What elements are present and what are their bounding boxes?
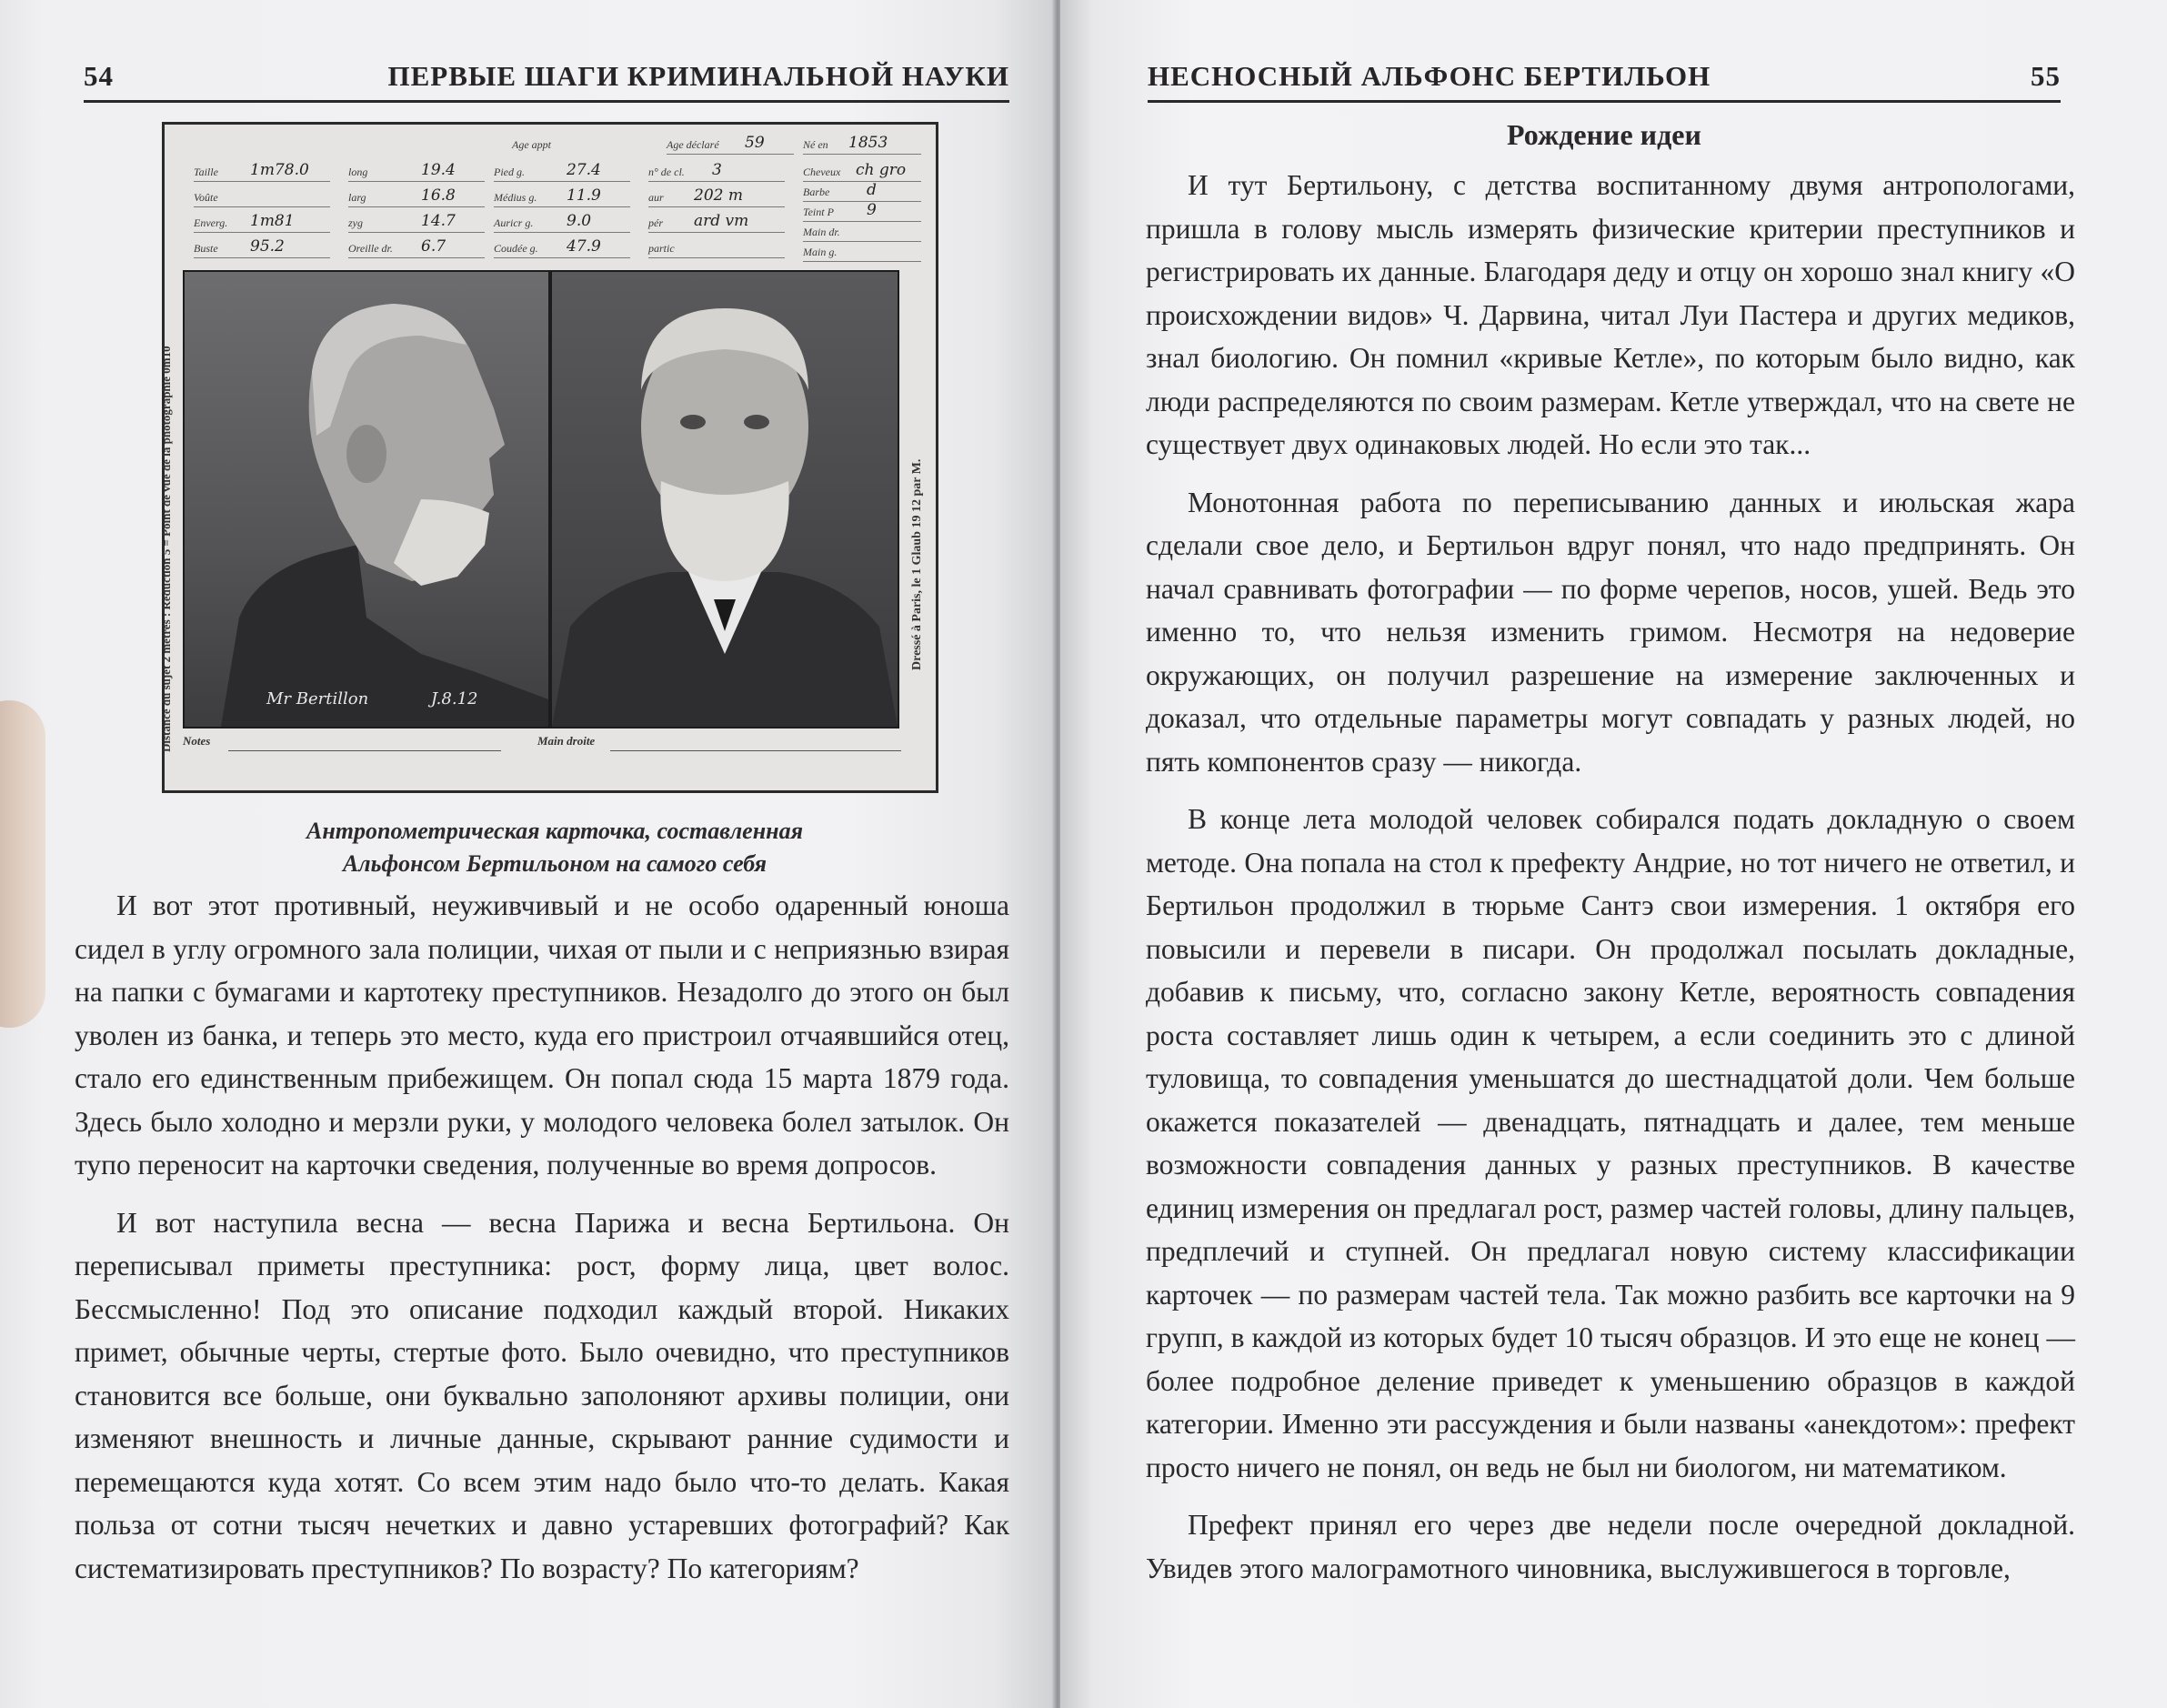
- card-field-value: 202 m: [694, 186, 743, 205]
- card-field-value: 16.8: [421, 186, 456, 205]
- card-field-value: 1m78.0: [250, 161, 309, 179]
- card-field-value: 19.4: [421, 161, 456, 179]
- card-ne-en-label: Né en: [803, 138, 828, 151]
- card-field-label: n° de cl.: [648, 166, 685, 178]
- card-field-value: 3: [712, 161, 722, 179]
- card-field-label: zyg: [348, 216, 363, 229]
- card-field-label: Médius g.: [494, 191, 537, 204]
- card-notes-label: Notes: [183, 734, 211, 748]
- card-field-label: Voûte: [194, 191, 218, 204]
- right-running-head: [1148, 60, 2061, 103]
- right-page-number: 55: [2031, 60, 2061, 92]
- card-age-decl-value: 59: [745, 134, 765, 152]
- card-main-droite-label: Main droite: [537, 734, 596, 748]
- card-field-label: Taille: [194, 166, 218, 178]
- card-side-caption: Distance du sujet 2 mètres : Réduction 5 = Point de vue de la photographie 0m10: [159, 346, 173, 752]
- caption-line-2: Альфонсом Бертильоном на самого себя: [342, 850, 767, 877]
- card-field-label: Buste: [194, 242, 218, 255]
- card-field-value: 11.9: [567, 186, 601, 205]
- card-field-value: 27.4: [567, 161, 601, 179]
- notes-line: [228, 750, 501, 751]
- card-field-value: 47.9: [567, 237, 601, 256]
- paragraph: И вот наступила весна — весна Парижа и весна Бертильона. Он переписывал приметы преступника: рост, форму лица, цвет волос. Бессмысленно! Под это описание подходил каждый второй. Никаких примет, обычные черты, стертые фото. Было очевидно, что преступников становится все больше, они буквально заполоняют архивы полиции, они изменяют внешность и личные данные, скрывают ранние судимости и перемещаются куда хотят. Со всем этим надо было что-то делать. Какая польза от сотни тысяч нечетких и давно устаревших фотографий? Как систематизировать преступников? По возрасту? По категориям?: [75, 1206, 1009, 1584]
- card-field-value: ch gro: [856, 161, 907, 179]
- signature-text: Mr Bertillon: [266, 689, 369, 708]
- section-title: Рождение идеи: [1507, 118, 1701, 151]
- left-body-text: [75, 884, 1009, 1590]
- card-age-app-label: Age appt: [512, 138, 551, 151]
- card-field-value: 9: [867, 201, 877, 219]
- card-ne-en-value: 1853: [848, 134, 888, 152]
- paragraph: И тут Бертильону, с детства воспитанному двумя антропологами, пришла в голову мысль измерять физические критерии преступников и регистрировать их данные. Благодаря деду и отцу он хорошо знал книгу «О происхождении видов» Ч. Дарвина, читал Луи Пастера и других медиков, знал биологию. Он помнил «кривые Кетле», по которым было видно, как люди распределяются по своим размерам. Кетле утверждал, что на свете не существует двух одинаковых людей. Но если это так...: [1146, 169, 2075, 460]
- card-dresse-text: Dressé à Paris, le 1 Glaub 19 12 par M.: [910, 458, 924, 670]
- card-field-label: Teint P: [803, 206, 834, 218]
- card-notes-row: [183, 725, 901, 761]
- card-age-decl-label: Age déclaré: [667, 138, 719, 151]
- paragraph: Префект принял его через две недели после очередной докладной. Увидев этого малограмотного чиновника, выслужившегося в торговле,: [1146, 1509, 2075, 1584]
- card-field-label: long: [348, 166, 368, 178]
- card-field-label: Oreille dr.: [348, 242, 393, 255]
- thumb-shadow: [0, 700, 45, 1028]
- left-running-title: ПЕРВЫЕ ШАГИ КРИМИНАЛЬНОЙ НАУКИ: [387, 60, 1009, 92]
- card-field-label: Coudée g.: [494, 242, 538, 255]
- main-droite-line: [610, 750, 901, 751]
- frontal-photo: [550, 270, 899, 728]
- right-body-text: [1146, 164, 2075, 1590]
- signature-date: J.8.12: [430, 689, 478, 708]
- left-page: [0, 0, 1057, 1708]
- caption-line-1: Антропометрическая карточка, составленная: [306, 818, 803, 844]
- paragraph: И вот этот противный, неуживчивый и не особо одаренный юноша сидел в углу огромного зала полиции, чихая от пыли и с неприязнью взирая на папки с бумагами и картотеку преступников. Незадолго до этого он был уволен из банка, и теперь это место, куда его пристроил отчаявшийся отец, стало его единственным прибежищем. Он попал сюда 15 марта 1879 года. Здесь было холодно и мерзли руки, у молодого человека болел затылок. Он тупо переносит на карточки сведения, полученные во время допросов.: [75, 889, 1009, 1181]
- card-field-value: 6.7: [421, 237, 446, 256]
- right-page: [1060, 0, 2167, 1708]
- card-field-label: aur: [648, 191, 664, 204]
- card-field-label: Barbe: [803, 186, 830, 198]
- anthropometric-card: [159, 122, 938, 793]
- card-field-value: 95.2: [250, 237, 285, 256]
- paragraph: Монотонная работа по переписыванию данных и июльская жара сделали свое дело, и Бертильон вдруг понял, что надо предпринять. Он начал сравнивать фотографии — по форме черепов, носов, ушей. Ведь это именно то, что нельзя изменить гримом. Несмотря на недоверие окружающих, он получил разрешение на измерение заключенных и доказал, что отдельные параметры могут совпадать у разных людей, но пять компонентов сразу — никогда.: [1146, 486, 2075, 778]
- card-field-label: Cheveux: [803, 166, 841, 178]
- left-running-head: [84, 60, 1009, 103]
- paragraph: В конце лета молодой человек собирался подать докладную о своем методе. Она попала на стол к префекту Андрие, но тот ничего не ответил, и Бертильон продолжил в тюрьме Сантэ свои измерения. 1 октября его повысили и перевели в писари. Он продолжал посылать докладные, добавив к письму, что, согласно закону Кетле, вероятность совпадения роста составляет лишь один к четырем, а если соединить это с длиной туловища, то совпадения уменьшатся до шестнадцатой доли. Чем больше окажется показателей — двенадцать, пятнадцать и далее, тем меньше возможности совпадения данных у разных преступников. В качестве единиц измерения он предлагал рост, размер частей головы, длину пальцев, предплечий и ступней. Он предлагал новую систему классификации карточек — по размерам частей тела. Так можно разбить все карточки на 9 групп, в каждой из которых будет 10 тысяч образцов. И это еще не конец — более подробное деление приведет к уменьшению образцов в каждой категории. Именно эти рассуждения и были названы «анекдотом»: префект просто ничего не понял, он ведь не был ни биологом, ни математиком.: [1146, 803, 2075, 1483]
- card-field-value: 14.7: [421, 212, 456, 230]
- right-running-title: НЕСНОСНЫЙ АЛЬФОНС БЕРТИЛЬОН: [1148, 60, 1711, 92]
- figure-caption: [227, 815, 882, 880]
- card-field-value: 9.0: [567, 212, 592, 230]
- card-field-label: Auricr g.: [494, 216, 534, 229]
- card-field-label: larg: [348, 191, 366, 204]
- card-field-value: ard vm: [694, 212, 749, 230]
- left-page-number: 54: [84, 60, 114, 92]
- card-field-label: partic: [648, 242, 675, 255]
- card-field-value: 1m81: [250, 212, 295, 230]
- card-signature: [266, 689, 477, 708]
- card-field-label: Main g.: [803, 246, 838, 258]
- profile-photo: [183, 270, 550, 728]
- card-measurements: [176, 136, 927, 272]
- card-field-label: pér: [648, 216, 663, 229]
- card-field-label: Pied g.: [494, 166, 525, 178]
- card-field-value: d: [867, 181, 877, 199]
- card-field-label: Main dr.: [803, 226, 840, 238]
- card-field-label: Enverg.: [194, 216, 228, 229]
